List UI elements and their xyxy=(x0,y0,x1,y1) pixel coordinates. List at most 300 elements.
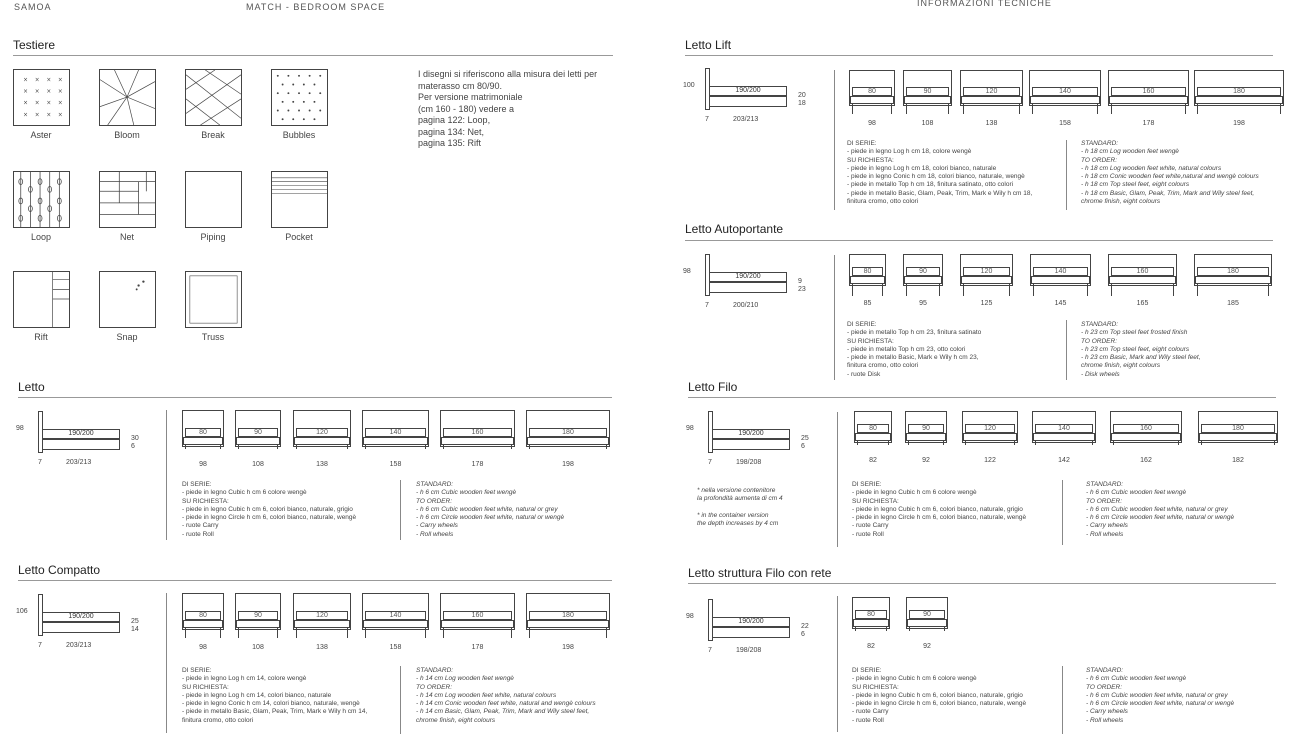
svg-text:×: × xyxy=(23,112,29,119)
svg-text:×: × xyxy=(34,100,40,107)
section-title: Letto Autoportante xyxy=(685,222,784,236)
italian-spec-text: DI SERIE: - piede in legno Cubic h cm 6 colore wengè SU RICHIESTA: - piede in legno Cubic h cm 6, colori bianco, naturale, grigio - piede in legno Circle h cm 6, colori bianco, naturale, wengè - ruote Carry - ruote Roll xyxy=(852,481,1027,538)
height-detail-label: 20 xyxy=(798,92,806,99)
headboard-label: Net xyxy=(119,232,134,242)
container-footnote: * nella versione contenitore la profondità aumenta di cm 4 * in the container version the depth increases by 4 cm xyxy=(697,487,783,528)
bed-foot xyxy=(511,445,512,449)
bed-foot xyxy=(529,628,530,638)
bed-foot xyxy=(365,445,366,449)
bed-top-view xyxy=(903,254,943,314)
mattress-size-label: 160 xyxy=(1111,87,1186,96)
bed-foot xyxy=(1014,441,1015,445)
bed-width-label: 122 xyxy=(984,457,996,464)
bed-width-label: 145 xyxy=(1054,300,1067,307)
bed-foot xyxy=(606,445,607,449)
bed-foot xyxy=(443,445,444,449)
bed-top-view xyxy=(526,410,610,475)
bed-foot xyxy=(1033,284,1034,296)
bed-top-view xyxy=(362,410,429,475)
bed-top-view xyxy=(440,593,515,658)
mattress-size-label: 120 xyxy=(296,428,348,437)
mattress-size-label: 90 xyxy=(906,87,949,96)
headboard-label: Bloom xyxy=(114,130,140,140)
bed-foot xyxy=(1111,104,1112,114)
bed-frame-outline xyxy=(236,620,280,628)
bed-foot xyxy=(948,104,949,114)
bed-top-view xyxy=(235,410,281,475)
bed-frame-outline xyxy=(904,96,951,104)
bed-width-label: 182 xyxy=(1232,457,1244,464)
height-detail-label: 6 xyxy=(801,631,805,638)
bed-foot xyxy=(963,284,964,296)
bed-frame-outline xyxy=(853,619,889,627)
bed-top-view xyxy=(362,593,429,658)
bed-width-label: 158 xyxy=(389,461,402,468)
mattress-size-label: 80 xyxy=(855,610,887,619)
side-view-drawing xyxy=(685,66,835,126)
bed-foot xyxy=(296,445,297,449)
section-title: Letto xyxy=(18,380,45,394)
mattress-size-label: 140 xyxy=(365,428,426,437)
side-view-drawing xyxy=(18,592,168,652)
bed-foot xyxy=(886,627,887,631)
side-view-drawing xyxy=(688,597,838,657)
bed-frame-outline xyxy=(855,433,891,441)
mattress-size-label: 180 xyxy=(529,611,607,620)
mattress-size-label: 160 xyxy=(1113,424,1179,433)
bed-width-label: 82 xyxy=(867,643,875,650)
spec-divider xyxy=(1066,140,1067,210)
section-rule xyxy=(688,583,1276,584)
mattress-size-label: 160 xyxy=(443,428,512,437)
bed-foot xyxy=(852,284,853,296)
italian-spec-text: DI SERIE: - piede in legno Cubic h cm 6 colore wengè SU RICHIESTA: - piede in legno Cubic h cm 6, colori bianco, naturale, grigio - piede in legno Circle h cm 6, colori bianco, naturale, wengè - ruote Carry - ruote Roll xyxy=(182,481,357,538)
english-spec-text: STANDARD: - h 14 cm Log wooden feet wengè TO ORDER: - h 14 cm Log wooden feet white, natural colours - h 14 cm Conic wooden feet white, natural and wengè colours - h 14 cm Basic, Glam, Peak, Trim, Mark and Wily steel feet, chrome finish, eight colours xyxy=(416,667,596,724)
bed-frame-outline xyxy=(236,437,280,445)
spec-divider xyxy=(1066,320,1067,380)
section-rule xyxy=(688,397,1276,398)
italian-spec-text: DI SERIE: - piede in legno Log h cm 14, colore wengè SU RICHIESTA: - piede in legno Log h cm 14, colori bianco, naturale - piede in legno Conic h cm 14, colori bianco, naturale, wengè - piede in metallo Basic, Glam, Peak, Trim, Mark e Wily h cm 14, finitura cromo, otto colori xyxy=(182,667,368,724)
bed-foot xyxy=(965,441,966,445)
bed-top-view xyxy=(962,411,1018,471)
rift-swatch xyxy=(13,271,70,328)
loop-swatch xyxy=(13,171,70,228)
bed-foot xyxy=(1092,441,1093,445)
bed-foot xyxy=(1185,104,1186,114)
bed-top-view xyxy=(849,254,886,314)
foot-label: 7 xyxy=(705,116,709,123)
headboard-label: Truss xyxy=(201,332,225,342)
bed-foot xyxy=(185,445,186,449)
bed-width-label: 158 xyxy=(1059,120,1071,127)
length-label: 200/210 xyxy=(733,302,759,309)
bed-base-outline xyxy=(42,439,120,450)
english-spec-text: STANDARD: - h 23 cm Top steel feet frosted finish TO ORDER: - h 23 cm Top steel feet, eight colours - h 23 cm Basic, Mark and Wily steel feet, chrome finish, eight colours - Disk wheels xyxy=(1081,321,1201,378)
bed-width-label: 95 xyxy=(919,300,927,307)
foot-label: 7 xyxy=(708,647,712,654)
bed-foot xyxy=(944,627,945,631)
bed-top-view xyxy=(1194,254,1272,314)
bed-frame-outline xyxy=(1199,433,1277,441)
length-label: 203/213 xyxy=(733,116,759,123)
mattress-label: 190/200 xyxy=(712,617,790,627)
testiere-rule xyxy=(13,55,613,56)
mattress-size-label: 140 xyxy=(365,611,426,620)
bed-foot xyxy=(1173,284,1174,296)
bed-width-label: 92 xyxy=(923,643,931,650)
bed-top-view xyxy=(1108,70,1189,134)
mattress-size-label: 160 xyxy=(443,611,512,620)
bed-width-label: 108 xyxy=(921,120,934,127)
mattress-size-label: 90 xyxy=(906,267,940,276)
mattress-size-label: 180 xyxy=(1201,424,1275,433)
svg-text:×: × xyxy=(46,112,52,119)
bed-top-view xyxy=(905,411,947,471)
mattress-size-label: 140 xyxy=(1035,424,1093,433)
bed-foot xyxy=(277,628,278,638)
section-divider xyxy=(166,410,167,540)
side-view-drawing xyxy=(685,252,835,312)
bed-top-view xyxy=(182,410,224,475)
section-rule xyxy=(18,397,612,398)
height-detail-label: 14 xyxy=(131,626,139,633)
svg-text:×: × xyxy=(57,100,63,107)
bed-width-label: 165 xyxy=(1136,300,1149,307)
bed-foot xyxy=(347,628,348,638)
bed-top-view xyxy=(960,70,1023,134)
side-view-drawing xyxy=(688,409,838,469)
mattress-size-label: 90 xyxy=(238,428,278,437)
net-swatch xyxy=(99,171,156,228)
bed-foot xyxy=(238,445,239,449)
mattress-size-label: 180 xyxy=(529,428,607,437)
height-label: 98 xyxy=(683,268,691,275)
bed-foot xyxy=(220,628,221,638)
bed-width-label: 198 xyxy=(562,461,574,468)
bed-top-view xyxy=(1029,70,1101,134)
bed-foot xyxy=(511,628,512,638)
brand-label: SAMOA xyxy=(14,2,52,12)
bed-foot xyxy=(882,284,883,296)
foot-label: 7 xyxy=(38,459,42,466)
bed-top-view xyxy=(1194,70,1284,134)
mattress-size-label: 90 xyxy=(909,610,945,619)
spec-divider xyxy=(400,666,401,734)
height-detail-label: 22 xyxy=(801,623,809,630)
section-divider xyxy=(166,593,167,733)
bed-frame-outline xyxy=(183,620,223,628)
svg-text:×: × xyxy=(34,77,40,84)
bed-foot xyxy=(443,628,444,638)
bed-foot xyxy=(238,628,239,638)
headboard-label: Pocket xyxy=(285,232,313,242)
section-title: Letto Lift xyxy=(685,38,732,52)
bed-width-label: 142 xyxy=(1058,457,1070,464)
bed-top-view xyxy=(440,410,515,475)
foot-label: 7 xyxy=(38,642,42,649)
english-spec-text: STANDARD: - h 6 cm Cubic wooden feet wengè TO ORDER: - h 6 cm Cubic wooden feet white, natural or grey - h 6 cm Circle wooden feet white, natural or wengè - Carry wheels - Roll wheels xyxy=(1086,481,1235,538)
bed-foot xyxy=(1274,441,1275,445)
bed-frame-outline xyxy=(441,620,514,628)
headboard-label: Aster xyxy=(30,130,52,140)
italian-spec-text: DI SERIE: - piede in metallo Top h cm 23, finitura satinato SU RICHIESTA: - piede in metallo Top h cm 23, otto colori - piede in metallo Basic, Mark e Wily h cm 23, finitura cromo, otto colori - ruote Disk xyxy=(847,321,982,378)
bed-top-view xyxy=(1198,411,1278,471)
section-divider xyxy=(837,412,838,547)
bed-foot xyxy=(1197,104,1198,114)
svg-text:×: × xyxy=(23,100,29,107)
height-label: 98 xyxy=(16,425,24,432)
headboard-label: Break xyxy=(201,130,225,140)
length-label: 198/208 xyxy=(736,647,762,654)
bed-frame-outline xyxy=(294,437,350,445)
bed-foot xyxy=(1032,104,1033,114)
piping-swatch xyxy=(185,171,242,228)
foot-label: 7 xyxy=(708,459,712,466)
bed-foot xyxy=(1280,104,1281,114)
mattress-size-label: 120 xyxy=(296,611,348,620)
bed-frame-outline xyxy=(1111,433,1181,441)
bed-base-outline xyxy=(709,282,787,293)
bed-foot xyxy=(1087,284,1088,296)
bed-foot xyxy=(852,104,853,114)
mattress-size-label: 180 xyxy=(1197,267,1269,276)
bed-width-label: 138 xyxy=(316,644,328,651)
bed-foot xyxy=(1019,104,1020,114)
bed-foot xyxy=(943,441,944,445)
height-label: 100 xyxy=(683,82,695,89)
bed-foot xyxy=(963,104,964,114)
bed-top-view xyxy=(182,593,224,658)
mattress-size-label: 160 xyxy=(1111,267,1174,276)
mattress-label: 190/200 xyxy=(712,429,790,439)
bed-foot xyxy=(347,445,348,449)
bed-frame-outline xyxy=(961,276,1012,284)
bed-top-view xyxy=(526,593,610,658)
bed-foot xyxy=(606,628,607,638)
bed-width-label: 108 xyxy=(252,461,264,468)
mattress-size-label: 180 xyxy=(1197,87,1281,96)
section-title: Letto Compatto xyxy=(18,563,101,577)
mattress-size-label: 120 xyxy=(963,267,1010,276)
bed-base-outline xyxy=(42,622,120,633)
bed-top-view xyxy=(235,593,281,658)
bed-frame-outline xyxy=(183,437,223,445)
bed-top-view xyxy=(1108,254,1177,314)
height-detail-label: 23 xyxy=(798,286,806,293)
height-label: 98 xyxy=(686,425,694,432)
bed-top-view xyxy=(293,410,351,475)
bed-width-label: 178 xyxy=(471,644,484,651)
bed-foot xyxy=(1113,441,1114,445)
mattress-size-label: 80 xyxy=(185,611,221,620)
english-spec-text: STANDARD: - h 6 cm Cubic wooden feet wengè TO ORDER: - h 6 cm Cubic wooden feet white, natural or grey - h 6 cm Circle wooden feet white, natural or wengè - Carry wheels - Roll wheels xyxy=(416,481,565,538)
section-rule xyxy=(685,55,1273,56)
svg-text:×: × xyxy=(34,112,40,119)
bed-width-label: 125 xyxy=(980,300,993,307)
bed-foot xyxy=(425,628,426,638)
section-title: Letto Filo xyxy=(688,380,738,394)
svg-text:×: × xyxy=(23,89,29,96)
foot-label: 7 xyxy=(705,302,709,309)
bed-foot xyxy=(939,284,940,296)
bed-frame-outline xyxy=(1109,276,1176,284)
bed-frame-outline xyxy=(527,620,609,628)
bed-top-view xyxy=(854,411,892,471)
bed-frame-outline xyxy=(904,276,942,284)
headboard-label: Loop xyxy=(30,232,52,242)
svg-text:×: × xyxy=(34,89,40,96)
bed-top-view xyxy=(1110,411,1182,471)
svg-text:×: × xyxy=(23,77,29,84)
bed-top-view xyxy=(906,597,948,657)
bed-foot xyxy=(1111,284,1112,296)
headboard-label: Snap xyxy=(116,332,138,342)
bed-base-outline xyxy=(712,439,790,450)
bed-base-outline xyxy=(709,96,787,107)
bed-top-view xyxy=(293,593,351,658)
bed-frame-outline xyxy=(850,276,885,284)
length-label: 203/213 xyxy=(66,642,92,649)
bloom-swatch xyxy=(99,69,156,126)
bed-width-label: 92 xyxy=(922,457,930,464)
mattress-size-label: 140 xyxy=(1032,87,1098,96)
svg-text:×: × xyxy=(57,77,63,84)
svg-text:×: × xyxy=(46,100,52,107)
bed-foot xyxy=(1268,284,1269,296)
bed-foot xyxy=(857,441,858,445)
bed-width-label: 98 xyxy=(868,120,876,127)
bed-foot xyxy=(277,445,278,449)
bed-frame-outline xyxy=(1109,96,1188,104)
svg-text:×: × xyxy=(57,112,63,119)
height-detail-label: 18 xyxy=(798,100,806,107)
bed-foot xyxy=(1201,441,1202,445)
bed-foot xyxy=(1097,104,1098,114)
bed-frame-outline xyxy=(907,619,947,627)
bed-frame-outline xyxy=(963,433,1017,441)
mattress-size-label: 90 xyxy=(238,611,278,620)
bed-frame-outline xyxy=(1195,96,1283,104)
headboard-label: Piping xyxy=(200,232,226,242)
height-detail-label: 6 xyxy=(801,443,805,450)
bed-base-outline xyxy=(712,627,790,638)
svg-text:×: × xyxy=(57,89,63,96)
section-rule xyxy=(685,240,1273,241)
mattress-label: 190/200 xyxy=(709,272,787,282)
headboard-label: Bubbles xyxy=(282,130,316,140)
english-spec-text: STANDARD: - h 18 cm Log wooden feet wengè TO ORDER: - h 18 cm Log wooden feet white, natural colours - h 18 cm Conic wooden feet white,natural and wengè colours - h 18 cm Top steel feet, eight colours - h 18 cm Basic, Glam, Peak, Trim, Mark and Wily steel feet, chrome finish, eight colours xyxy=(1081,140,1259,206)
bed-top-view xyxy=(1032,411,1096,471)
mattress-label: 190/200 xyxy=(709,86,787,96)
bed-frame-outline xyxy=(363,620,428,628)
bed-width-label: 185 xyxy=(1227,300,1239,307)
section-divider xyxy=(834,70,835,210)
section-divider xyxy=(834,255,835,380)
bed-width-label: 198 xyxy=(562,644,574,651)
testiere-note: I disegni si riferiscono alla misura dei letti per materasso cm 80/90. Per versione matrimoniale (cm 160 - 180) vedere a pagina 122: Loop, pagina 134: Net, pagina 135: Rift xyxy=(418,69,598,148)
pocket-swatch xyxy=(271,171,328,228)
mattress-size-label: 80 xyxy=(857,424,889,433)
section-rule xyxy=(18,580,612,581)
bed-top-view xyxy=(849,70,895,134)
aster-swatch xyxy=(13,69,70,126)
bed-frame-outline xyxy=(1031,276,1090,284)
bed-foot xyxy=(296,628,297,638)
mattress-size-label: 90 xyxy=(908,424,944,433)
bed-width-label: 138 xyxy=(985,120,998,127)
spec-divider xyxy=(400,480,401,540)
mattress-size-label: 120 xyxy=(965,424,1015,433)
bed-foot xyxy=(1035,441,1036,445)
bed-foot xyxy=(909,627,910,631)
bed-frame-outline xyxy=(906,433,946,441)
mattress-size-label: 80 xyxy=(852,267,883,276)
bed-frame-outline xyxy=(441,437,514,445)
bed-frame-outline xyxy=(1195,276,1271,284)
bed-width-label: 138 xyxy=(316,461,328,468)
mattress-label: 190/200 xyxy=(42,429,120,439)
length-label: 203/213 xyxy=(66,459,92,466)
mattress-size-label: 80 xyxy=(852,87,892,96)
bed-width-label: 178 xyxy=(471,461,484,468)
svg-text:×: × xyxy=(46,77,52,84)
height-detail-label: 25 xyxy=(131,618,139,625)
height-detail-label: 25 xyxy=(801,435,809,442)
bubbles-swatch xyxy=(271,69,328,126)
page-title: INFORMAZIONI TECNICHE xyxy=(917,0,1052,8)
bed-foot xyxy=(1197,284,1198,296)
testiere-title: Testiere xyxy=(13,38,56,52)
bed-top-view xyxy=(1030,254,1091,314)
bed-frame-outline xyxy=(1033,433,1095,441)
svg-text:×: × xyxy=(46,89,52,96)
mattress-label: 190/200 xyxy=(42,612,120,622)
italian-spec-text: DI SERIE: - piede in legno Cubic h cm 6 colore wengè SU RICHIESTA: - piede in legno Cubic h cm 6, colori bianco, naturale, grigio - piede in legno Circle h cm 6, colori bianco, naturale, wengè - ruote Carry - ruote Roll xyxy=(852,667,1027,724)
side-view-drawing xyxy=(18,409,168,469)
section-divider xyxy=(837,596,838,732)
height-detail-label: 30 xyxy=(131,435,139,442)
bed-frame-outline xyxy=(850,96,894,104)
bed-width-label: 98 xyxy=(199,644,207,651)
truss-swatch xyxy=(185,271,242,328)
bed-frame-outline xyxy=(961,96,1022,104)
bed-width-label: 108 xyxy=(252,644,264,651)
bed-width-label: 158 xyxy=(389,644,402,651)
bed-foot xyxy=(1009,284,1010,296)
bed-foot xyxy=(1178,441,1179,445)
section-title: Letto struttura Filo con rete xyxy=(688,566,832,580)
bed-foot xyxy=(529,445,530,449)
bed-width-label: 178 xyxy=(1142,120,1155,127)
bed-frame-outline xyxy=(363,437,428,445)
bed-foot xyxy=(891,104,892,114)
bed-width-label: 198 xyxy=(1233,120,1245,127)
spec-divider xyxy=(1062,480,1063,545)
bed-foot xyxy=(906,284,907,296)
bed-foot xyxy=(220,445,221,449)
bed-foot xyxy=(908,441,909,445)
bed-width-label: 98 xyxy=(199,461,207,468)
mattress-size-label: 120 xyxy=(963,87,1020,96)
bed-top-view xyxy=(960,254,1013,314)
bed-frame-outline xyxy=(294,620,350,628)
length-label: 198/208 xyxy=(736,459,762,466)
bed-top-view xyxy=(852,597,890,657)
mattress-size-label: 140 xyxy=(1033,267,1088,276)
bed-top-view xyxy=(903,70,952,134)
snap-swatch xyxy=(99,271,156,328)
italian-spec-text: DI SERIE: - piede in legno Log h cm 18, colore wengè SU RICHIESTA: - piede in legno Log h cm 18, colori bianco, naturale - piede in legno Conic h cm 18, colori bianco, naturale, wengè - piede in metallo Top h cm 18, finitura satinato, otto colori - piede in metallo Basic, Glam, Peak, Trim, Mark e Wily h cm 18, finitura cromo, otto colori xyxy=(847,140,1033,206)
